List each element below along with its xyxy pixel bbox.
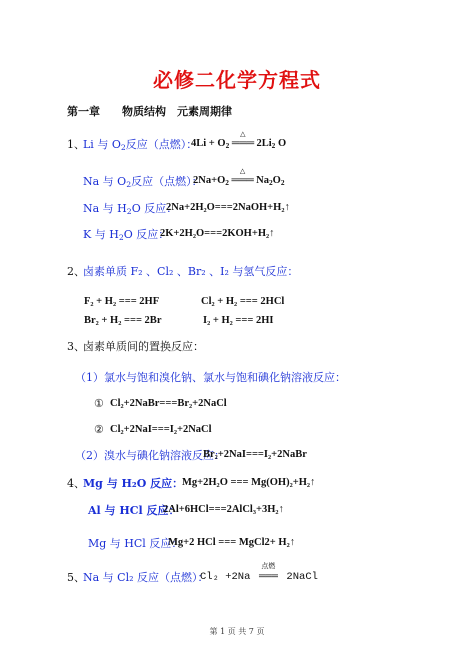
equation-1-number: ①: [94, 397, 104, 410]
equation-br2-nai: Br₂+2NaI===I₂+2NaBr: [203, 449, 307, 460]
section-3-label: 卤素单质间的置换反应：: [83, 340, 204, 353]
page-footer: 第 1 页 共 7 页: [209, 627, 265, 636]
section-3-number: 3、: [67, 340, 85, 353]
page-title: 必修二化学方程式: [153, 68, 321, 92]
chapter-heading: 第一章 物质结构 元素周期律: [67, 105, 232, 118]
section-4-number: 4、: [67, 477, 85, 490]
reaction-na-h2o-label: Na 与 $H_2O$ 反应：: [83, 202, 178, 216]
reaction-na-cl2-label: Na 与 Cl₂ 反应（点燃）：: [83, 571, 209, 584]
equation-cl2-nabr: Cl₂+2NaBr===Br₂+2NaCl: [110, 398, 227, 409]
section-3-sub2: （2）溴水与碘化钠溶液反应：: [75, 449, 225, 462]
reaction-al-hcl-label: Al 与 HCl 反应：: [88, 504, 180, 517]
equation-br2-h2: Br₂ + H₂ === 2Br: [84, 315, 162, 326]
reaction-mg-h2o-label: Mg 与 H₂O 反应：: [83, 477, 184, 490]
reaction-na-o2-equation: $2Na+O_2$ △ ═══ $Na_2O_2$: [193, 167, 285, 187]
reaction-k-h2o-equation: 2K+2H₂O===2KOH+H₂↑: [160, 228, 275, 239]
reaction-al-hcl-equation: 2Al+6HCl===2AlCl₃+3H₂↑: [163, 504, 284, 515]
equation-cl2-nai: Cl₂+2NaI===I₂+2NaCl: [110, 424, 212, 435]
reaction-li-o2-label: Li 与 $O_2$反应（点燃）：: [83, 138, 198, 152]
reaction-k-h2o-label: K 与 $H_2O$ 反应：: [83, 228, 170, 242]
equation-2-number: ②: [94, 423, 104, 436]
section-3-sub1: （1）氯水与饱和溴化钠、氯水与饱和碘化钠溶液反应：: [75, 371, 346, 384]
section-5-number: 5、: [67, 571, 85, 584]
section-2-number: 2、: [67, 265, 85, 278]
equation-cl2-h2: Cl₂ + H₂ === 2HCl: [201, 296, 285, 307]
reaction-na-cl2-equation: Cl₂ +2Na 点燃 ═══ 2NaCl: [200, 563, 318, 583]
equation-i2-h2: I₂ + H₂ === 2HI: [203, 315, 274, 326]
reaction-na-h2o-equation: 2Na+2H₂O===2NaOH+H₂↑: [166, 202, 290, 213]
reaction-li-o2-equation: $4Li + O_2$ △ ═══ $2Li_2$ O: [191, 130, 287, 150]
reaction-mg-hcl-equation: Mg+2 HCl === MgCl2+ H₂↑: [168, 537, 295, 548]
section-2-label: 卤素单质 F₂ 、Cl₂ 、Br₂ 、I₂ 与氢气反应：: [83, 265, 299, 278]
section-1-number: 1、: [67, 138, 85, 151]
reaction-mg-hcl-label: Mg 与 HCl 反应：: [88, 537, 183, 550]
reaction-mg-h2o-equation: Mg+2H₂O === Mg(OH)₂+H₂↑: [182, 477, 316, 488]
equation-f2-h2: F₂ + H₂ === 2HF: [84, 296, 160, 307]
reaction-na-o2-label: Na 与 $O_2$反应（点燃）：: [83, 175, 203, 189]
